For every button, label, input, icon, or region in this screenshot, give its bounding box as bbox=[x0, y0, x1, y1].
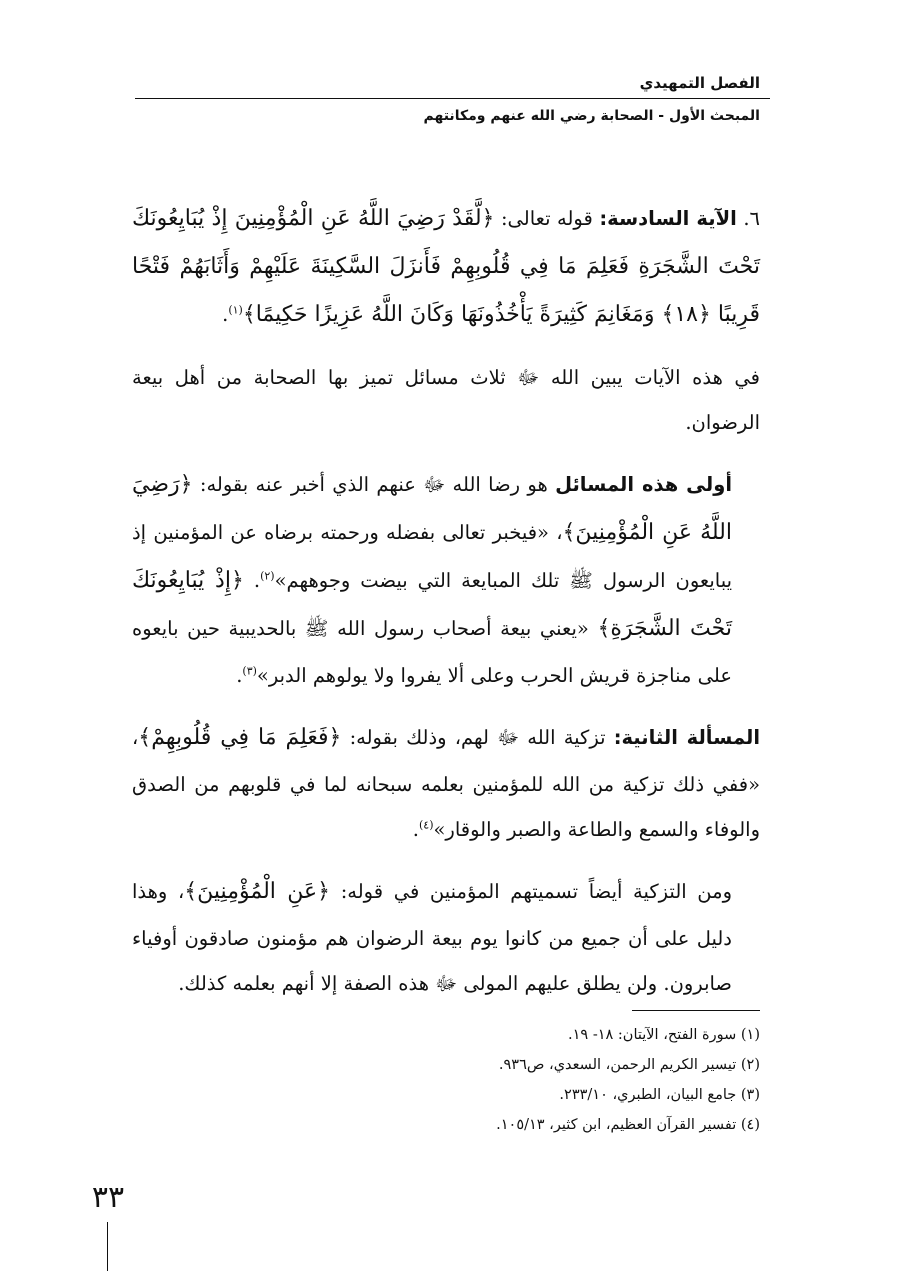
quran-verse: ﴿إِذْ يُبَايِعُونَكَ تَحْتَ الشَّجَرَةِ﴾ bbox=[132, 568, 732, 641]
paragraph-first-issue: أولى هذه المسائل هو رضا الله ﷻ عنهم الذي أخبر عنه بقوله: ﴿رَضِيَ اللَّهُ عَنِ الْمُؤْمِنِينَ﴾، «فيخبر تعالى بفضله ورحمته برضاه عن المؤمنين إذ يبايعون الرسول ﷺ تلك المبايعة التي بيضت وجوههم»$^{(٢)}$. ﴿إِذْ يُبَايِعُونَكَ تَحْتَ الشَّجَرَةِ﴾ «يعني بيعة أصحاب رسول الله ﷺ بالحديبية حين بايعوه على مناجزة قريش الحرب وعلى ألا يفروا ولا يولوهم الدبر»$^{(٣)}$. bbox=[132, 472, 733, 687]
page-body bbox=[132, 195, 760, 1006]
footnote-item: (١) سورة الفتح، الآيتان: ١٨- ١٩. bbox=[568, 1027, 760, 1043]
item-intro: قوله تعالى: bbox=[500, 207, 593, 230]
footnote-ref-1[interactable]: (١) bbox=[228, 303, 243, 317]
footnote-divider bbox=[632, 1010, 760, 1011]
quran-verse: ﴿فَعَلِمَ مَا فِي قُلُوبِهِمْ﴾ bbox=[138, 725, 342, 750]
first-issue-label: أولى هذه المسائل bbox=[555, 473, 732, 496]
running-header bbox=[135, 72, 760, 127]
item-label: الآية السادسة: bbox=[599, 207, 737, 230]
footnotes bbox=[132, 1020, 760, 1140]
footnote-item: (٣) جامع البيان، الطبري، ٢٣٣/١٠. bbox=[559, 1087, 760, 1103]
footnote-ref-3[interactable]: (٣) bbox=[242, 664, 257, 678]
paragraph-second-issue: المسألة الثانية: تزكية الله ﷻ لهم، وذلك بقوله: ﴿فَعَلِمَ مَا فِي قُلُوبِهِمْ﴾، «ففي ذلك تزكية من الله للمؤمنين بعلمه سبحانه لما في قلوبهم من الصدق والوفاء والسمع والطاعة والصبر والوقار»$^{(٤)}$. bbox=[132, 725, 761, 841]
quran-verse: ﴿لَّقَدْ رَضِيَ اللَّهُ عَنِ الْمُؤْمِنِينَ إِذْ يُبَايِعُونَكَ تَحْتَ الشَّجَرَةِ فَعَلِمَ مَا فِي قُلُوبِهِمْ فَأَنزَلَ السَّكِينَةَ عَلَيْهِمْ وَأَثَابَهُمْ فَتْحًا قَرِيبًا ﴿١٨﴾ وَمَغَانِمَ كَثِيرَةً يَأْخُذُونَهَا وَكَانَ اللَّهُ عَزِيزًا حَكِيمًا﴾ bbox=[132, 206, 760, 327]
paragraph-summary: في هذه الآيات يبين الله ﷻ ثلاث مسائل تميز بها الصحابة من أهل بيعة الرضوان. bbox=[132, 366, 760, 434]
footnote-ref-4[interactable]: (٤) bbox=[418, 818, 434, 832]
second-issue-label: المسألة الثانية: bbox=[613, 726, 761, 749]
quran-verse: ﴿رَضِيَ اللَّهُ عَنِ الْمُؤْمِنِينَ﴾ bbox=[132, 472, 732, 545]
paragraph-third: ومن التزكية أيضاً تسميتهم المؤمنين في قوله: ﴿عَنِ الْمُؤْمِنِينَ﴾، وهذا دليل على أن جميع من كانوا يوم بيعة الرضوان هم مؤمنون صادقون أوفياء صابرون. ولن يطلق عليهم المولى ﷻ هذه الصفة إلا أنهم بعلمه كذلك. bbox=[132, 879, 733, 995]
paragraph-verse-six: ٦. الآية السادسة: قوله تعالى: ﴿لَّقَدْ رَضِيَ اللَّهُ عَنِ الْمُؤْمِنِينَ إِذْ يُبَايِعُونَكَ تَحْتَ الشَّجَرَةِ فَعَلِمَ مَا فِي قُلُوبِهِمْ فَأَنزَلَ السَّكِينَةَ عَلَيْهِمْ وَأَثَابَهُمْ فَتْحًا قَرِيبًا ﴿١٨﴾ وَمَغَانِمَ كَثِيرَةً يَأْخُذُونَهَا وَكَانَ اللَّهُ عَزِيزًا حَكِيمًا﴾$^{(١)}$. bbox=[132, 206, 761, 327]
page-number-rule bbox=[107, 1222, 108, 1271]
chapter-title: الفصل التمهيدي bbox=[639, 74, 760, 92]
quran-verse: ﴿عَنِ الْمُؤْمِنِينَ﴾ bbox=[184, 879, 331, 904]
footnote-item: (٢) تيسير الكريم الرحمن، السعدي، ص٩٣٦. bbox=[498, 1057, 760, 1073]
footnote-ref-2[interactable]: (٢) bbox=[260, 569, 275, 583]
footnote-item: (٤) تفسير القرآن العظيم، ابن كثير، ١٠٥/١٣. bbox=[496, 1117, 760, 1133]
section-title: المبحث الأول - الصحابة رضي الله عنهم ومكانتهم bbox=[423, 108, 760, 124]
item-number: ٦. bbox=[743, 207, 761, 230]
page-number: ٣٣ bbox=[91, 1180, 125, 1215]
